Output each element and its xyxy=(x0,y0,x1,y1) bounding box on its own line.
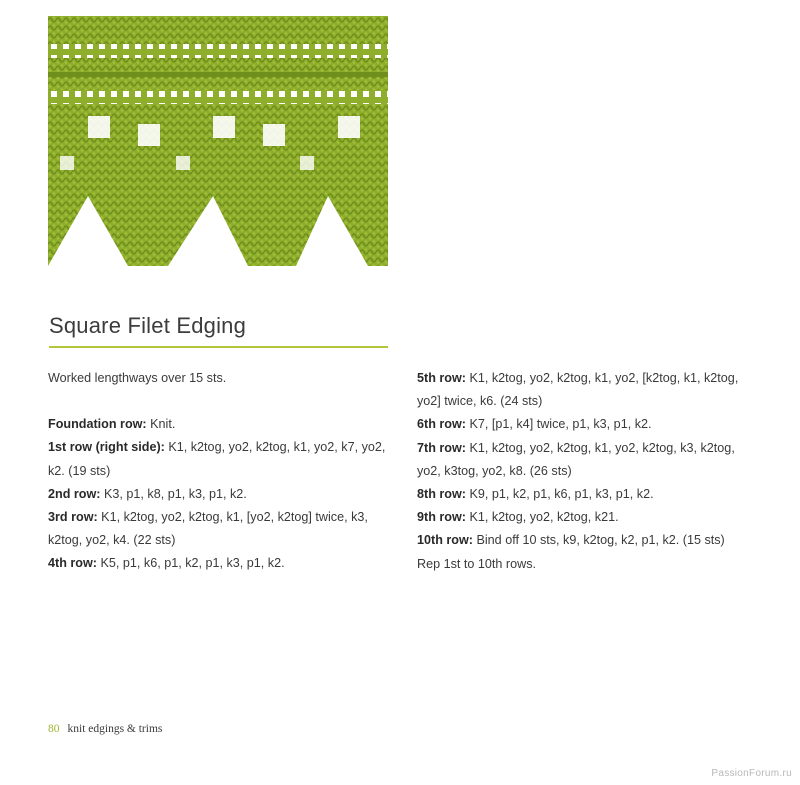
row-text: K1, k2tog, yo2, k2tog, k1, yo2, k7, yo2, k2. (19 sts) xyxy=(48,440,386,478)
row-label: 5th row: xyxy=(417,371,466,385)
page-number: 80 xyxy=(48,723,60,735)
knitted-edging-photo xyxy=(48,16,388,266)
intro-text: Worked lengthways over 15 sts. xyxy=(48,371,227,385)
row-label: 7th row: xyxy=(417,440,466,455)
row-label: Foundation row: xyxy=(48,417,147,432)
row-text: K1, k2tog, yo2, k2tog, k1, [yo2, k2tog] twice, k3, k2tog, yo2, k4. (22 sts) xyxy=(48,510,368,548)
row-label: 2nd row: xyxy=(48,486,101,501)
instructions-right-column xyxy=(417,367,757,576)
row-text: K1, k2tog, yo2, k2tog, k1, yo2, k2tog, k3, k2tog, yo2, k3tog, yo2, k8. (26 sts) xyxy=(417,440,735,478)
instruction-row xyxy=(417,483,757,506)
row-label: 3rd row: xyxy=(48,510,98,525)
row-label: 6th row: xyxy=(417,417,466,432)
row-text: K1, k2tog, yo2, k2tog, k21. xyxy=(465,510,619,525)
instruction-row xyxy=(417,367,757,413)
instruction-row xyxy=(48,413,398,436)
instruction-row xyxy=(48,483,398,506)
row-text: Bind off 10 sts, k9, k2tog, k2, p1, k2. (15 sts) xyxy=(472,533,725,548)
row-label: 9th row: xyxy=(417,510,466,525)
row-text: Knit. xyxy=(146,417,176,432)
instruction-row xyxy=(48,436,398,482)
instruction-row xyxy=(48,552,398,575)
instruction-row xyxy=(417,413,757,436)
instructions-left-column xyxy=(48,367,398,576)
page-title: Square Filet Edging xyxy=(49,313,247,338)
instruction-row xyxy=(417,437,757,483)
instruction-row xyxy=(417,506,757,529)
instruction-row xyxy=(48,506,398,552)
row-text: K5, p1, k6, p1, k2, p1, k3, p1, k2. xyxy=(96,556,285,571)
watermark: PassionForum.ru xyxy=(711,768,792,779)
page-footer xyxy=(48,723,162,735)
row-text: K3, p1, k8, p1, k3, p1, k2. xyxy=(100,486,247,501)
row-label: 1st row (right side): xyxy=(48,440,165,455)
row-text: K9, p1, k2, p1, k6, p1, k3, p1, k2. xyxy=(465,487,654,502)
instruction-row xyxy=(417,529,757,552)
row-text: K7, [p1, k4] twice, p1, k3, p1, k2. xyxy=(465,417,652,432)
row-text: K1, k2tog, yo2, k2tog, k1, yo2, [k2tog, k1, k2tog, yo2] twice, k6. (24 sts) xyxy=(417,371,739,409)
row-label: 8th row: xyxy=(417,487,466,502)
row-label: 10th row: xyxy=(417,533,473,548)
title-divider xyxy=(49,346,388,348)
row-label: 4th row: xyxy=(48,556,97,571)
repeat-instruction: Rep 1st to 10th rows. xyxy=(417,556,537,571)
section-name: knit edgings & trims xyxy=(67,723,163,735)
